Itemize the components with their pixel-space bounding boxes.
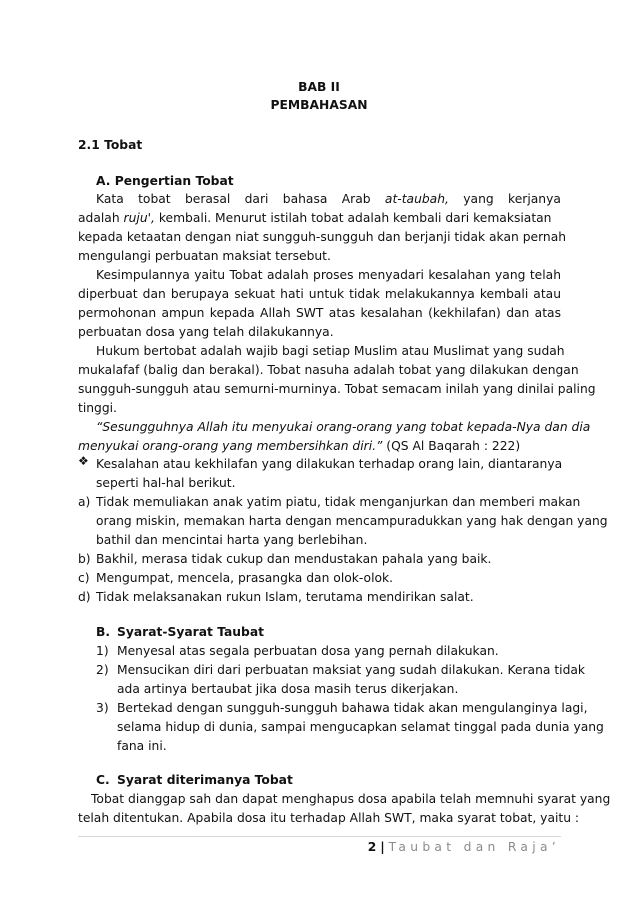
list-item-line: ada artinya bertaubat jika dosa masih terus dikerjakan.	[117, 682, 459, 696]
paragraph-line	[78, 209, 561, 227]
list-marker: c)	[78, 571, 90, 585]
paragraph-line: Kesimpulannya yaitu Tobat adalah proses menyadari kesalahan yang telah	[96, 268, 561, 282]
bullet-line: Kesalahan atau kekhilafan yang dilakukan terhadap orang lain, diantaranya	[96, 457, 563, 471]
italic-term: at-taubah,	[384, 192, 449, 206]
word: adalah	[78, 211, 120, 225]
list-item-line: Mensucikan diri dari perbuatan maksiat yang sudah dilakukan. Kerana tidak	[117, 663, 586, 677]
list-item-line: selama hidup di dunia, sampai mengucapkan selamat tinggal pada dunia yang	[117, 720, 604, 734]
word: kerjanya	[508, 192, 561, 206]
list-item-line: bathil dan mencintai harta yang berlebihan.	[96, 533, 368, 547]
footer-divider	[78, 836, 561, 837]
line-text: kembali. Menurut istilah tobat adalah kembali dari kemaksiatan	[158, 211, 552, 225]
quote-reference: (QS Al Baqarah : 222)	[382, 439, 521, 453]
subsection-letter-b: B.	[96, 625, 111, 639]
list-item-line: Bertekad dengan sungguh-sungguh bahawa tidak akan mengulanginya lagi,	[117, 701, 588, 715]
list-marker: d)	[78, 590, 91, 604]
quote-line: “Sesungguhnya Allah itu menyukai orang-orang yang tobat kepada-Nya dan dia	[96, 420, 591, 434]
list-marker: a)	[78, 495, 91, 509]
chapter-label: BAB II	[298, 80, 340, 94]
list-marker: b)	[78, 552, 91, 566]
word: yang	[463, 192, 494, 206]
subsection-heading-b: Syarat-Syarat Taubat	[117, 625, 265, 639]
page-footer	[368, 838, 560, 856]
paragraph-line: Hukum bertobat adalah wajib bagi setiap Muslim atau Muslimat yang sudah	[96, 344, 565, 358]
italic-term: ruju',	[123, 211, 155, 225]
list-item-line: fana ini.	[117, 739, 167, 753]
paragraph-line: mengulangi perbuatan maksiat tersebut.	[78, 249, 331, 263]
list-marker: 1)	[96, 644, 109, 658]
paragraph-line: Tobat dianggap sah dan dapat menghapus dosa apabila telah memnuhi syarat yang	[91, 792, 611, 806]
paragraph-line: sungguh-sungguh atau semurni-murninya. Tobat semacam inilah yang dinilai paling	[78, 382, 596, 396]
bullet-line: seperti hal-hal berikut.	[96, 476, 236, 490]
footer-separator: |	[380, 840, 385, 854]
quote-line	[78, 437, 520, 455]
subsection-heading-c: Syarat diterimanya Tobat	[117, 773, 293, 787]
paragraph-line: diperbuat dan berupaya sekuat hati untuk tidak melakukannya kembali atau	[78, 287, 561, 301]
word: bahasa	[282, 192, 328, 206]
word: Kata	[96, 192, 124, 206]
word: tobat	[138, 192, 171, 206]
paragraph-line: telah ditentukan. Apabila dosa itu terhadap Allah SWT, maka syarat tobat, yaitu :	[78, 811, 580, 825]
list-item-line: Menyesal atas segala perbuatan dosa yang pernah dilakukan.	[117, 644, 499, 658]
word: Arab	[341, 192, 371, 206]
list-marker: 3)	[96, 701, 109, 715]
list-marker: 2)	[96, 663, 109, 677]
list-item-line: Tidak melaksanakan rukun Islam, terutama mendirikan salat.	[96, 590, 474, 604]
subsection-letter-c: C.	[96, 773, 110, 787]
paragraph-line: tinggi.	[78, 401, 117, 415]
running-title: Taubat dan Raja’	[388, 840, 560, 854]
page-number: 2	[367, 840, 377, 854]
chapter-title: PEMBAHASAN	[270, 98, 368, 112]
word: dari	[244, 192, 269, 206]
word: berasal	[184, 192, 231, 206]
list-item-line: Mengumpat, mencela, prasangka dan olok-olok.	[96, 571, 394, 585]
paragraph-line: permohonan ampun kepada Allah SWT atas kesalahan (kekhilafan) dan atas	[78, 306, 561, 320]
list-item-line: orang miskin, memakan harta dengan mencampuradukkan yang hak dengan yang	[96, 514, 608, 528]
list-item-line: Tidak memuliakan anak yatim piatu, tidak menganjurkan dan memberi makan	[96, 495, 581, 509]
quote-text: menyukai orang-orang yang membersihkan diri.”	[78, 439, 383, 453]
paragraph-line: mukalafaf (balig dan berakal). Tobat nasuha adalah tobat yang dilakukan dengan	[78, 363, 579, 377]
diamond-bullet-icon	[78, 457, 90, 472]
list-item-line: Bakhil, merasa tidak cukup dan mendustakan pahala yang baik.	[96, 552, 492, 566]
section-heading: 2.1 Tobat	[78, 138, 143, 152]
paragraph-line: kepada ketaatan dengan niat sungguh-sungguh dan berjanji tidak akan pernah	[78, 230, 567, 244]
paragraph-line	[96, 190, 561, 208]
subsection-heading-a: A. Pengertian Tobat	[96, 174, 234, 188]
paragraph-line: perbuatan dosa yang telah dilakukannya.	[78, 325, 334, 339]
